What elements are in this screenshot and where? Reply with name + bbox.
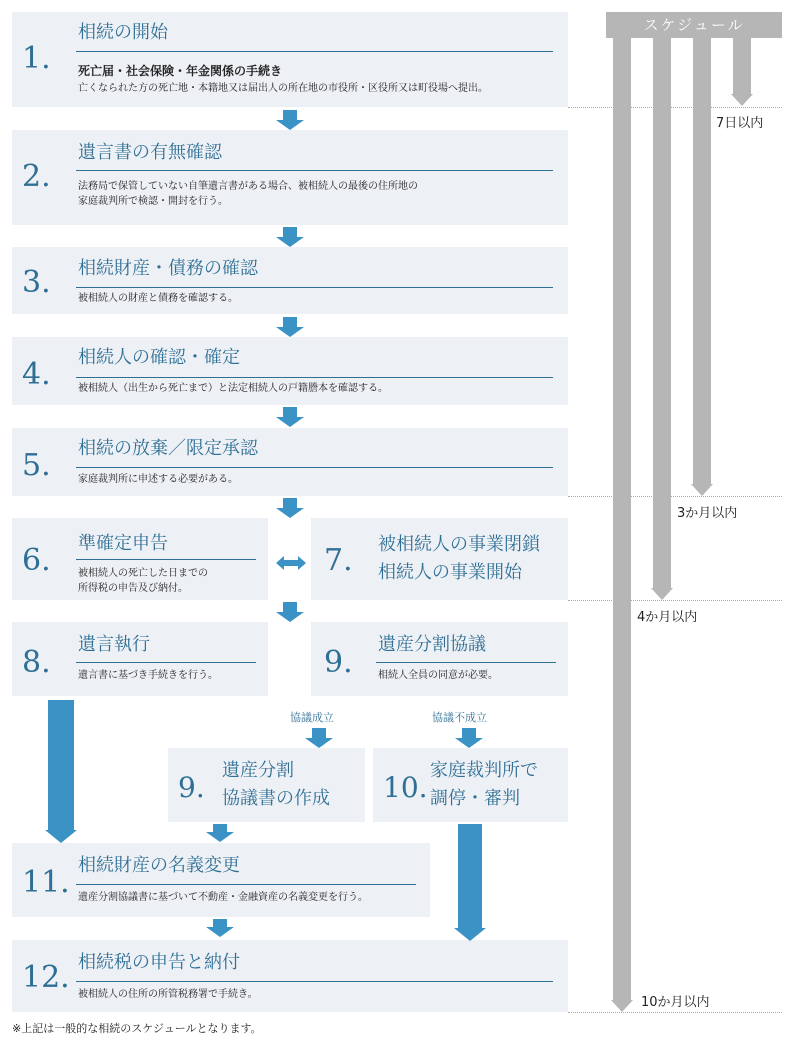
step-11-title: 相続財産の名義変更 bbox=[78, 855, 240, 876]
step-12-description: 被相続人の住所の所管税務署で手続き。 bbox=[78, 989, 258, 1000]
step-9-title: 遺産分割協議 bbox=[378, 634, 486, 655]
step-3-rule bbox=[76, 287, 553, 288]
arrow-67-89-icon bbox=[276, 612, 304, 622]
schedule-arrow-10months-icon bbox=[611, 1000, 633, 1012]
step-12-title: 相続税の申告と納付 bbox=[78, 952, 240, 973]
arrow-3-4-icon bbox=[276, 327, 304, 337]
schedule-arrow-7days-icon bbox=[731, 94, 753, 106]
step-1-title: 相続の開始 bbox=[78, 22, 168, 43]
arrow-agreed-shaft bbox=[312, 728, 326, 738]
bidirectional-arrow-icon bbox=[276, 556, 306, 570]
step-1-subtitle: 死亡届・社会保険・年金関係の手続き bbox=[78, 64, 283, 78]
deadline-label-4months: 4か月以内 bbox=[637, 610, 698, 625]
step-9-rule bbox=[376, 662, 556, 663]
step-5-number: 5. bbox=[22, 448, 51, 483]
deadline-line-7days bbox=[568, 107, 782, 108]
arrow-5-67-shaft bbox=[283, 498, 297, 508]
arrow-10-12-shaft bbox=[458, 824, 482, 928]
arrow-not-agreed-icon bbox=[455, 738, 483, 748]
step-5-title: 相続の放棄／限定承認 bbox=[78, 438, 258, 459]
schedule-arrow-3months-icon bbox=[691, 484, 713, 496]
step-1-description: 亡くなられた方の死亡地・本籍地又は届出人の所在地の市役所・区役所又は町役場へ提出。 bbox=[78, 83, 488, 94]
deadline-line-3months bbox=[568, 496, 782, 497]
step-10-number: 10. bbox=[383, 771, 428, 804]
arrow-9b-11-shaft bbox=[213, 824, 227, 832]
step-2-description-line2: 家庭裁判所で検認・開封を行う。 bbox=[78, 196, 228, 207]
arrow-2-3-shaft bbox=[283, 227, 297, 237]
step-4-number: 4. bbox=[22, 357, 51, 392]
arrow-67-89-shaft bbox=[283, 602, 297, 612]
arrow-not-agreed-shaft bbox=[462, 728, 476, 738]
step-1-number: 1. bbox=[22, 41, 51, 76]
step-9-description: 相続人全員の同意が必要。 bbox=[378, 670, 498, 681]
schedule-bar-7days bbox=[733, 38, 751, 94]
arrow-10-12-icon bbox=[454, 928, 486, 941]
step-3-description: 被相続人の財産と債務を確認する。 bbox=[78, 293, 238, 304]
arrow-11-12-icon bbox=[206, 927, 234, 937]
arrow-8-11-shaft bbox=[48, 700, 74, 830]
step-4-rule bbox=[76, 377, 553, 378]
arrow-1-2-shaft bbox=[283, 110, 297, 120]
step-2-rule bbox=[76, 170, 553, 171]
step-11-description: 遺産分割協議書に基づいて不動産・金融資産の名義変更を行う。 bbox=[78, 892, 368, 903]
step-12-rule bbox=[76, 981, 553, 982]
step-5-description: 家庭裁判所に申述する必要がある。 bbox=[78, 474, 238, 485]
step-6-title: 準確定申告 bbox=[78, 533, 168, 554]
condition-agreed-label: 協議成立 bbox=[290, 711, 334, 724]
deadline-line-10months bbox=[568, 1012, 782, 1013]
footnote: ※上記は一般的な相続のスケジュールとなります。 bbox=[12, 1022, 262, 1035]
step-9b-number: 9. bbox=[178, 771, 205, 804]
step-7-number: 7. bbox=[324, 543, 353, 578]
arrow-2-3-icon bbox=[276, 237, 304, 247]
schedule-header: スケジュール bbox=[606, 12, 782, 38]
step-4-description: 被相続人（出生から死亡まで）と法定相続人の戸籍謄本を確認する。 bbox=[78, 383, 388, 394]
arrow-11-12-shaft bbox=[213, 919, 227, 927]
step-9-number: 9. bbox=[324, 645, 353, 680]
deadline-label-10months: 10か月以内 bbox=[641, 995, 710, 1010]
step-9b-title-line1: 遺産分割 bbox=[222, 760, 294, 781]
step-10-title-line2: 調停・審判 bbox=[430, 788, 520, 809]
arrow-1-2-icon bbox=[276, 120, 304, 130]
step-8-rule bbox=[76, 662, 256, 663]
deadline-label-7days: 7日以内 bbox=[716, 116, 764, 131]
schedule-bar-4months bbox=[653, 38, 671, 588]
step-3-title: 相続財産・債務の確認 bbox=[78, 258, 258, 279]
step-12-number: 12. bbox=[22, 960, 70, 995]
step-6-description-line1: 被相続人の死亡した日までの bbox=[78, 568, 208, 579]
arrow-8-11-icon bbox=[45, 830, 77, 843]
step-4-title: 相続人の確認・確定 bbox=[78, 347, 240, 368]
step-10-title-line1: 家庭裁判所で bbox=[430, 760, 538, 781]
schedule-bar-10months bbox=[613, 38, 631, 1000]
step-3-number: 3. bbox=[22, 265, 51, 300]
schedule-arrow-4months-icon bbox=[651, 588, 673, 600]
step-5-rule bbox=[76, 467, 553, 468]
step-7-title-line1: 被相続人の事業閉鎖 bbox=[378, 534, 540, 555]
deadline-label-3months: 3か月以内 bbox=[677, 506, 738, 521]
schedule-bar-3months bbox=[693, 38, 711, 484]
arrow-agreed-icon bbox=[305, 738, 333, 748]
condition-not-agreed-label: 協議不成立 bbox=[432, 711, 487, 724]
step-6-description-line2: 所得税の申告及び納付。 bbox=[78, 583, 188, 594]
arrow-3-4-shaft bbox=[283, 317, 297, 327]
deadline-line-4months bbox=[568, 600, 782, 601]
step-2-title: 遺言書の有無確認 bbox=[78, 142, 222, 163]
arrow-4-5-shaft bbox=[283, 407, 297, 417]
step-2-description-line1: 法務局で保管していない自筆遺言書がある場合、被相続人の最後の住所地の bbox=[78, 181, 418, 192]
step-1-rule bbox=[76, 51, 553, 52]
step-6-number: 6. bbox=[22, 543, 51, 578]
arrow-5-67-icon bbox=[276, 508, 304, 518]
step-11-number: 11. bbox=[22, 865, 70, 900]
step-8-description: 遺言書に基づき手続きを行う。 bbox=[78, 670, 218, 681]
arrow-4-5-icon bbox=[276, 417, 304, 427]
step-11-rule bbox=[76, 884, 416, 885]
step-2-number: 2. bbox=[22, 159, 51, 194]
step-8-number: 8. bbox=[22, 645, 51, 680]
step-6-rule bbox=[76, 559, 256, 560]
step-9b-title-line2: 協議書の作成 bbox=[222, 788, 330, 809]
step-8-title: 遺言執行 bbox=[78, 634, 150, 655]
arrow-9b-11-icon bbox=[206, 832, 234, 842]
step-7-title-line2: 相続人の事業開始 bbox=[378, 562, 522, 583]
